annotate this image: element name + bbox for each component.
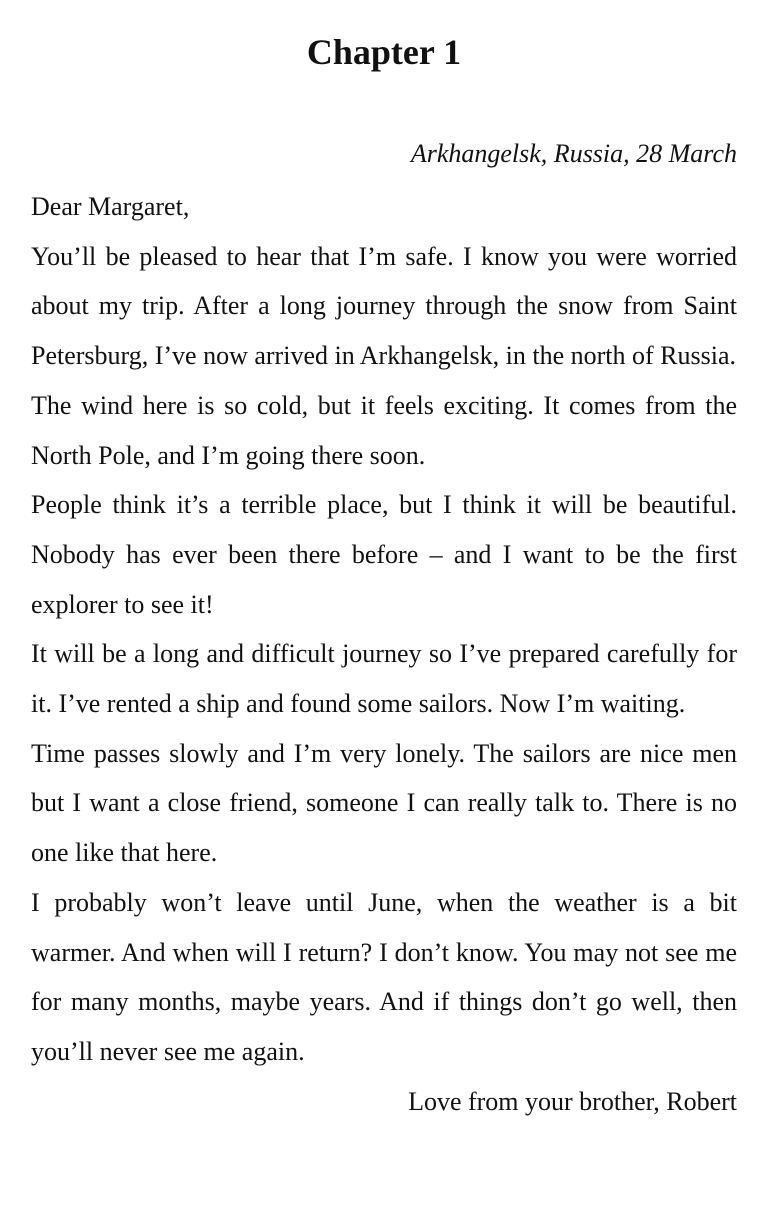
chapter-title: Chapter 1 (306, 32, 462, 72)
letter-paragraph: I probably won’t leave until June, when the weather is a bit warmer. And when will I return? I don’t know. You may not see me for many months, maybe years. And if things don’t go well, then you’ll never see me again. (31, 887, 737, 1066)
letter-paragraph: People think it’s a terrible place, but I think it will be beautiful. Nobody has ever been there before – and I want to be the first explorer to see it! (31, 490, 737, 619)
letter-paragraph: You’ll be pleased to hear that I’m safe. I know you were worried about my trip. After a long journey through the snow from Saint Petersburg, I’ve now arrived in Arkhangelsk, in the north of Russia. (31, 241, 737, 371)
letter-body (31, 182, 737, 1126)
letter-dateline: Arkhangelsk, Russia, 28 March (410, 139, 737, 168)
letter-paragraph: Time passes slowly and I’m very lonely. The sailors are nice men but I want a close friend, someone I can really talk to. There is no one like that here. (31, 738, 737, 868)
letter-signoff: Love from your brother, Robert (408, 1086, 737, 1116)
letter-greeting: Dear Margaret, (31, 192, 190, 221)
letter-paragraph: The wind here is so cold, but it feels exciting. It comes from the North Pole, and I’m going there soon. (31, 390, 737, 470)
letter-paragraph: It will be a long and difficult journey so I’ve prepared carefully for it. I’ve rented a ship and found some sailors. Now I’m waiting. (31, 639, 737, 719)
